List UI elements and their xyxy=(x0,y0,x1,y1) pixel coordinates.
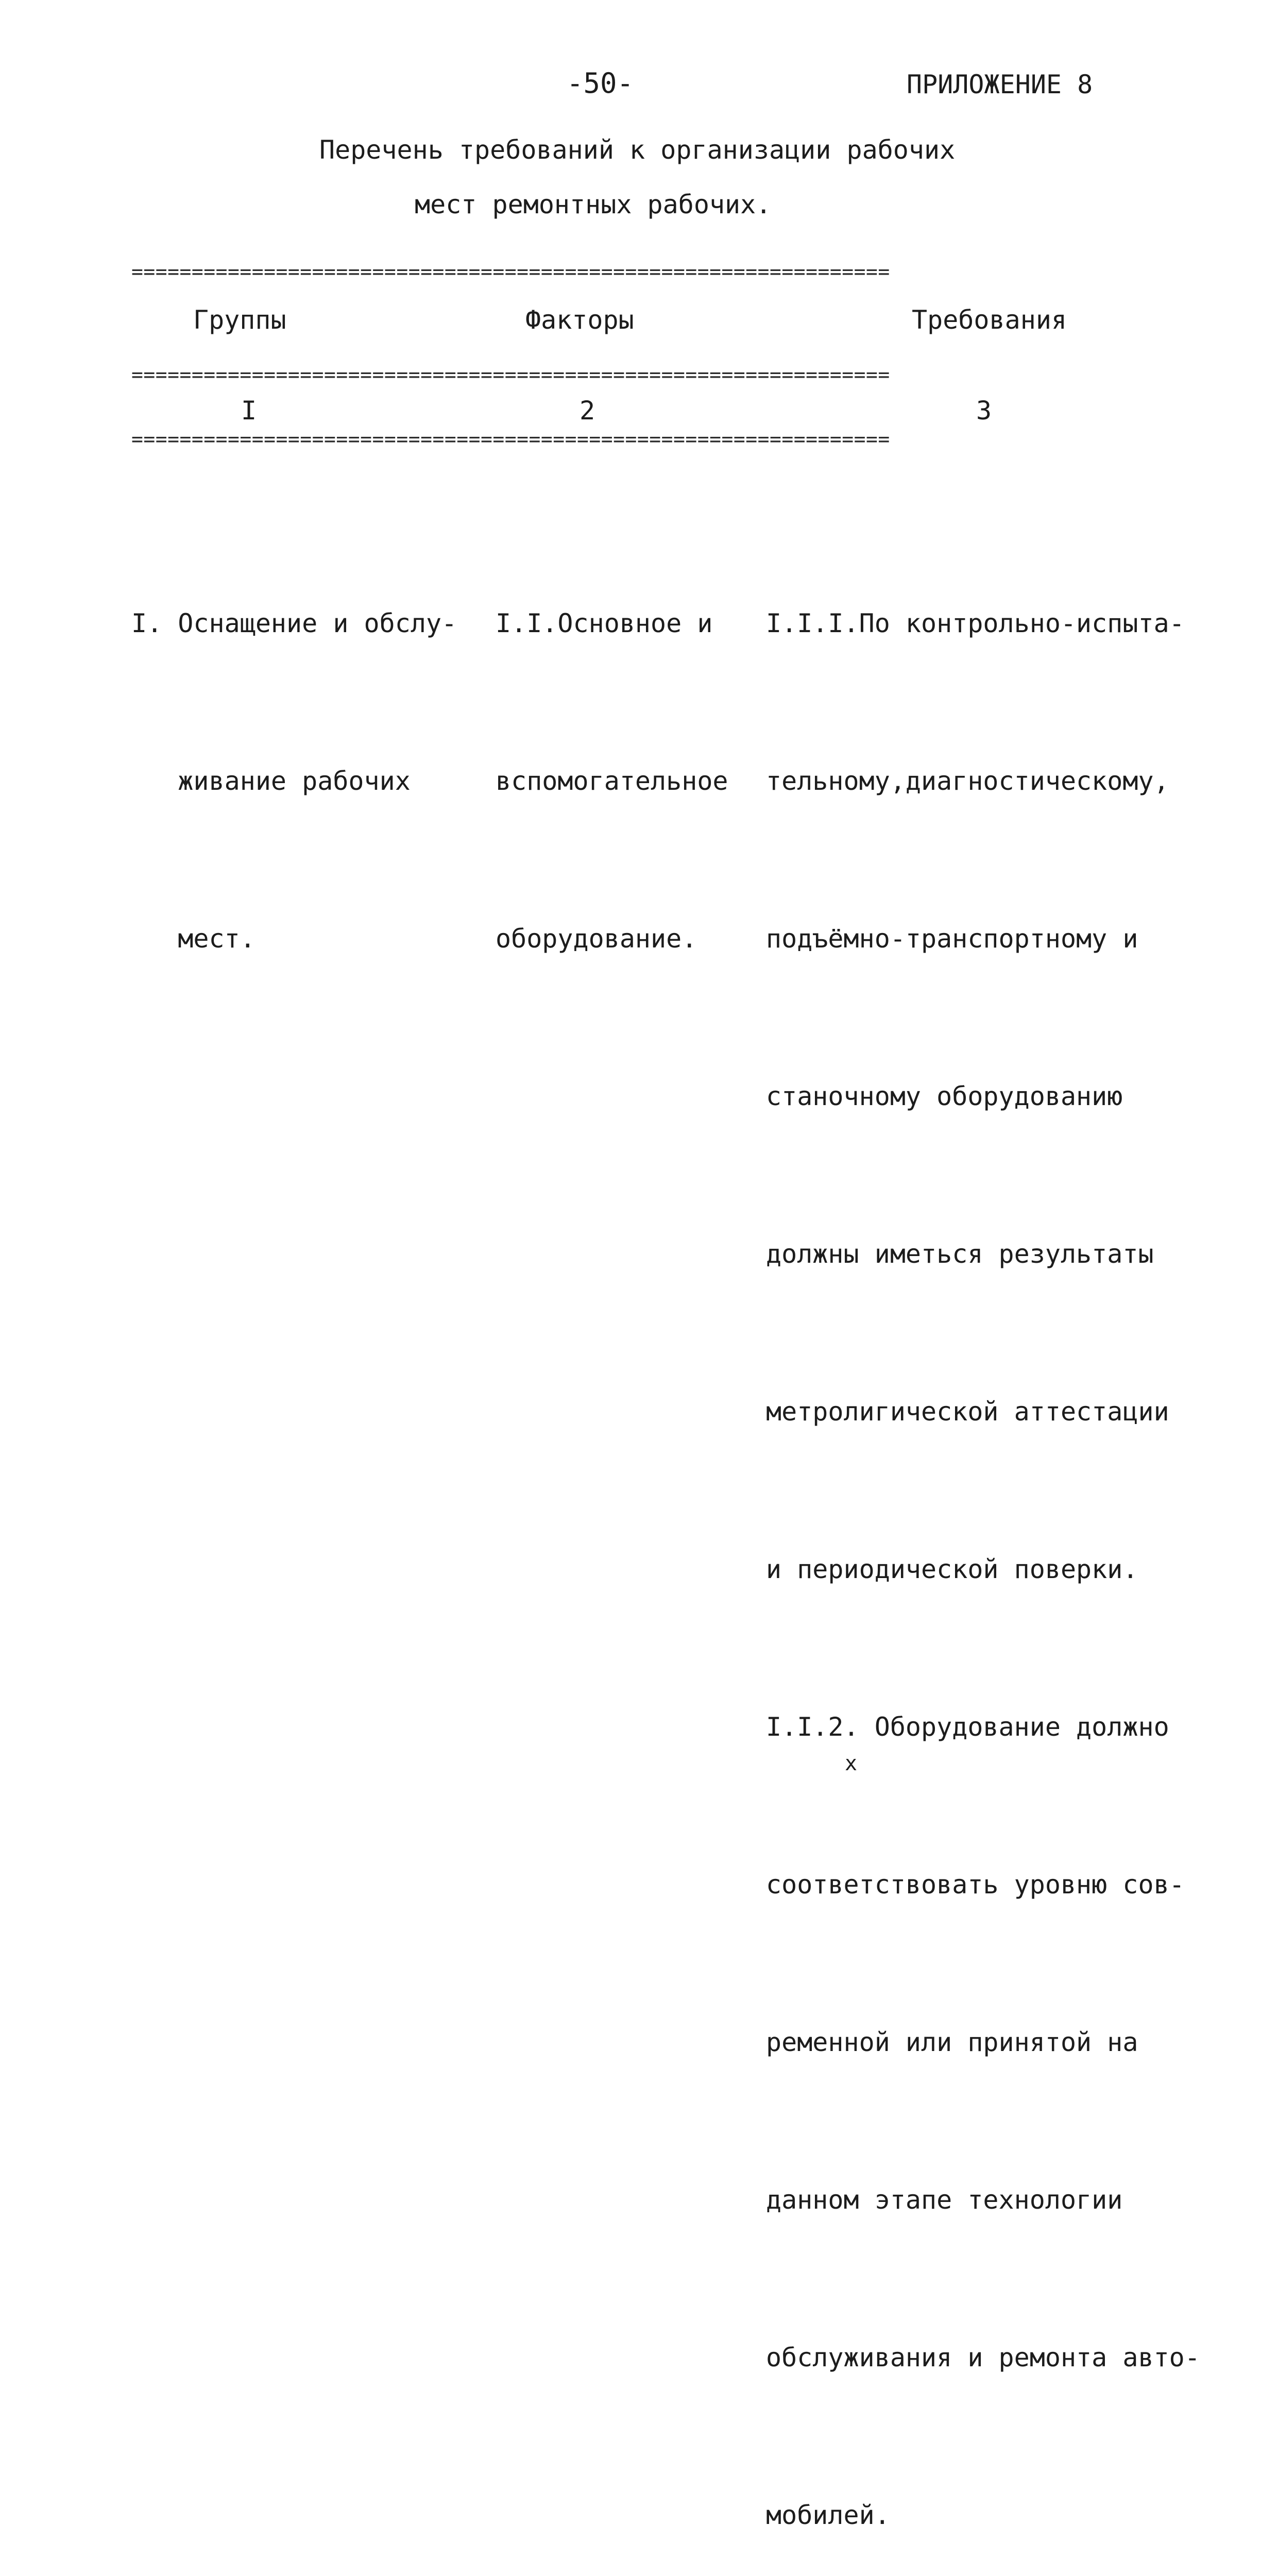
requirements-line: I.I.I.По контрольно-испыта- xyxy=(766,608,1185,638)
requirements-line: и периодической поверки. xyxy=(766,1554,1138,1584)
groups-line: I. Оснащение и обслу- xyxy=(131,608,457,638)
column-number-3: 3 xyxy=(976,396,992,426)
factors-line: оборудование. xyxy=(496,924,697,954)
requirements-line: ременной или принятой на xyxy=(766,2027,1138,2057)
requirements-line: обслуживания и ремонта авто- xyxy=(766,2343,1200,2372)
table-rule-numbers: =============================================================== xyxy=(131,428,890,450)
document-title-line-1: Перечень требований к организации рабочих xyxy=(319,135,956,165)
table-rule-top: =============================================================== xyxy=(131,260,890,283)
requirements-cell xyxy=(766,492,1200,2576)
column-header-factors: Факторы xyxy=(525,305,634,335)
requirements-line: должны иметься результаты xyxy=(766,1239,1154,1269)
column-header-requirements: Требования xyxy=(912,305,1067,335)
footnote-mark: x xyxy=(845,1752,858,1775)
factors-cell xyxy=(496,492,728,1018)
requirements-line: I.I.2. Оборудование должно xyxy=(766,1712,1169,1742)
requirements-line: станочному оборудованию xyxy=(766,1081,1123,1111)
requirements-line: соответствовать уровню сов- xyxy=(766,1870,1185,1900)
requirements-line: тельному,диагностическому, xyxy=(766,766,1169,796)
appendix-label: ПРИЛОЖЕНИЕ 8 xyxy=(907,70,1093,99)
requirements-line: подъёмно-транспортному и xyxy=(766,924,1138,954)
factors-line: I.I.Основное и xyxy=(496,608,713,638)
document-title-line-2: мест ремонтных рабочих. xyxy=(415,190,772,219)
requirements-line: мобилей. xyxy=(766,2500,890,2530)
column-number-2: 2 xyxy=(580,396,595,426)
table-rule-header: =============================================================== xyxy=(131,363,890,386)
column-header-groups: Группы xyxy=(193,305,286,335)
requirements-line: данном этапе технологии xyxy=(766,2185,1123,2215)
factors-line: вспомогательное xyxy=(496,766,728,796)
groups-line: мест. xyxy=(131,924,255,954)
requirements-line: метролигической аттестации xyxy=(766,1397,1169,1427)
groups-cell xyxy=(131,492,457,1018)
column-number-1: I xyxy=(241,396,257,426)
groups-line: живание рабочих xyxy=(131,766,411,796)
page-number: -50- xyxy=(567,67,634,99)
